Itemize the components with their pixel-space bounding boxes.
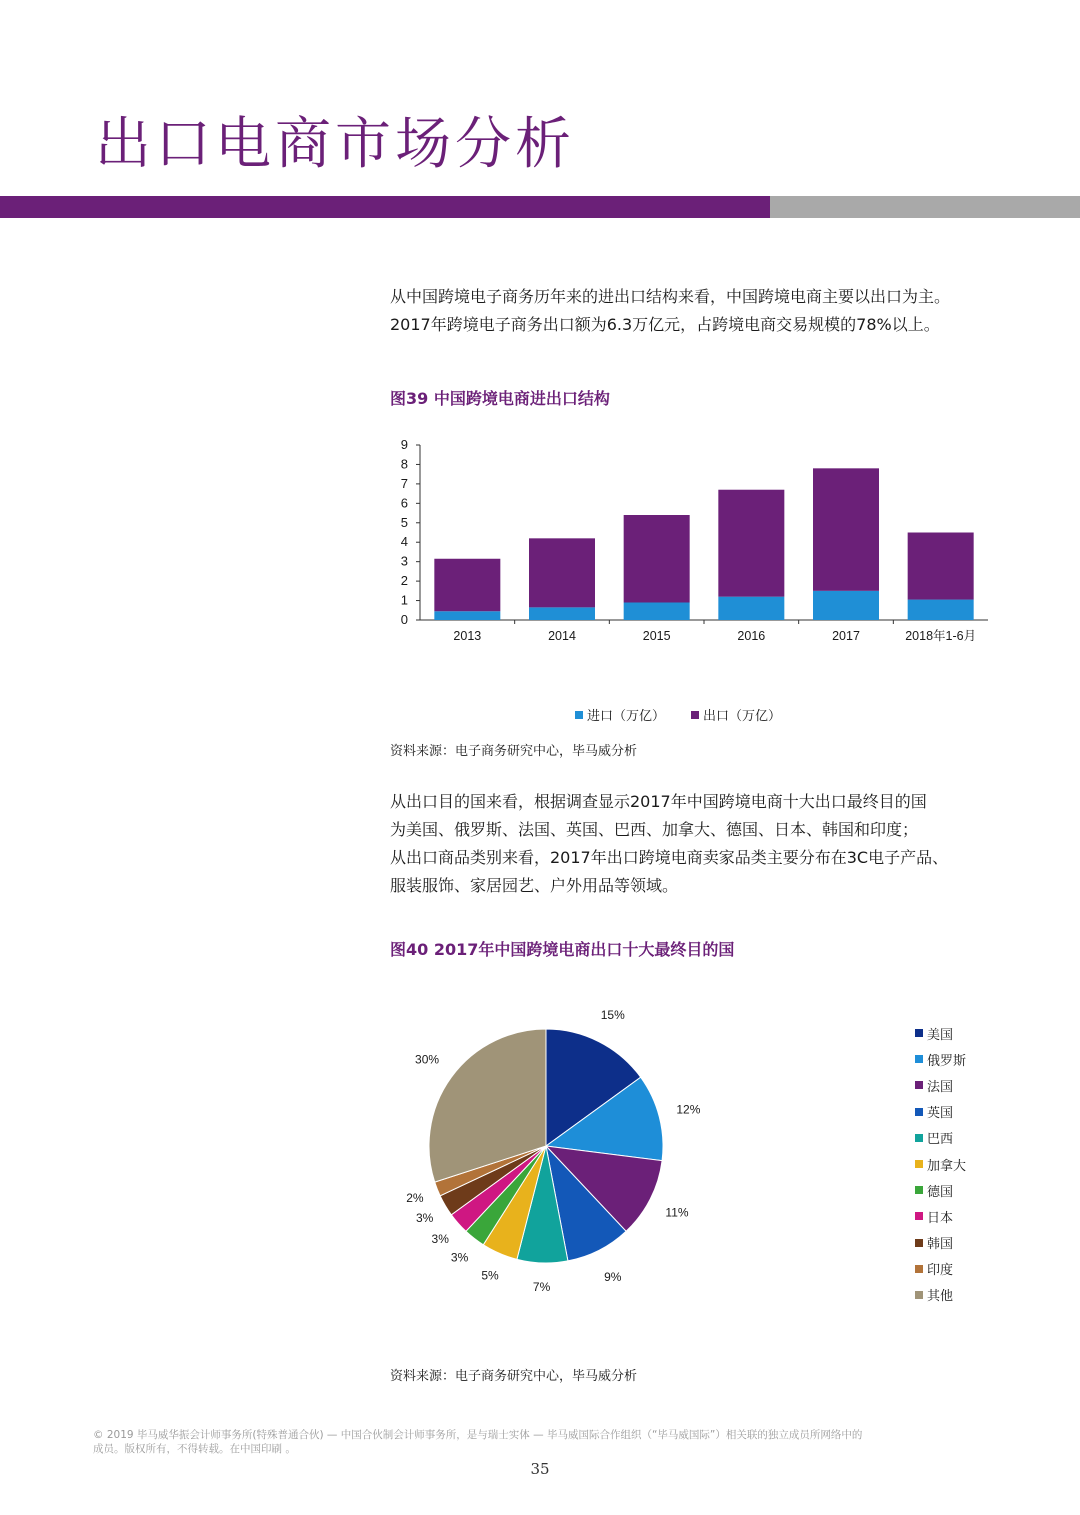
intro-paragraph [390,283,1050,339]
legend-swatch-export [691,711,699,719]
legend-item-export [691,705,781,724]
pie-legend-swatch [915,1108,923,1116]
y-tick-label: 2 [400,573,408,589]
y-tick-label: 6 [400,495,408,511]
pie-legend-label: 德国 [927,1184,954,1200]
pie-legend-item [915,1230,966,1256]
figure-39-source: 资料来源：电子商务研究中心，毕马威分析 [390,744,638,759]
y-tick-label: 7 [400,475,408,491]
figure-39-title: 图39 中国跨境电商进出口结构 [390,389,610,408]
bar-x-axis [420,620,988,643]
bar-import [434,611,500,620]
pie-slices [429,1029,663,1263]
pie-value-label: 11% [665,1205,689,1220]
bar-import [813,591,879,620]
pie-legend-label: 其他 [927,1289,954,1305]
pie-legend-item [915,1177,966,1203]
bar-import [529,607,595,620]
bar-legend [575,705,781,724]
legend-item-import [575,705,665,724]
bar-chart [380,430,1000,660]
pie-legend-swatch [915,1212,923,1220]
y-tick-label: 9 [400,437,408,452]
y-tick-label: 4 [400,534,408,550]
bar-export [813,468,879,590]
bar-export [434,559,500,612]
footer-copyright [93,1428,993,1456]
title-bar-gray [770,196,1080,218]
pie-legend-label: 美国 [927,1027,954,1043]
pie-chart [380,1010,740,1300]
pie-legend-swatch [915,1265,923,1273]
pie-legend-item [915,1072,966,1098]
middle-line-3: 从出口商品类别来看，2017年出口跨境电商卖家品类主要分布在3C电子产品、 [390,848,949,867]
x-tick-label: 2017 [832,629,860,643]
pie-legend-label: 英国 [927,1106,954,1122]
pie-legend-swatch [915,1055,923,1063]
pie-value-label: 9% [604,1269,622,1284]
pie-legend-item [915,1256,966,1282]
pie-legend-item [915,1203,966,1229]
bar-export [529,538,595,607]
pie-value-label: 3% [450,1250,469,1265]
legend-label-import: 进口（万亿） [587,709,666,724]
page-title: 出口电商市场分析 [95,112,575,177]
pie-legend-label: 日本 [927,1210,954,1226]
y-tick-label: 3 [400,553,408,569]
figure-40-source: 资料来源：电子商务研究中心，毕马威分析 [390,1369,638,1384]
pie-legend-swatch [915,1239,923,1247]
bar-import [718,597,784,620]
bar-import [624,603,690,621]
pie-legend-label: 巴西 [927,1132,954,1148]
middle-paragraph [390,788,1050,900]
pie-legend-label: 韩国 [927,1237,954,1253]
x-tick-label: 2016 [737,629,766,643]
pie-legend-swatch [915,1134,923,1142]
pie-value-label: 12% [676,1102,701,1117]
y-tick-label: 0 [400,612,408,627]
pie-legend-label: 俄罗斯 [927,1053,967,1069]
pie-legend-item [915,1282,966,1308]
pie-value-label: 5% [481,1268,499,1283]
x-tick-label: 2013 [453,629,482,643]
x-tick-label: 2015 [642,629,671,643]
pie-value-label: 3% [431,1232,449,1247]
pie-legend-swatch [915,1160,923,1168]
bar-export [908,533,974,600]
pie-value-label: 2% [406,1190,424,1205]
pie-legend-item [915,1046,966,1072]
page-number: 35 [530,1460,550,1478]
y-tick-label: 8 [400,456,408,472]
pie-value-label: 30% [415,1052,440,1067]
pie-legend-item [915,1151,966,1177]
intro-line-1: 从中国跨境电子商务历年来的进出口结构来看，中国跨境电商主要以出口为主。 [390,287,951,306]
x-tick-label: 2018年1-6月 [905,629,977,643]
pie-legend-swatch [915,1291,923,1299]
title-bar-purple [0,196,770,218]
legend-swatch-import [575,711,583,719]
pie-legend-swatch [915,1029,923,1037]
pie-legend-label: 法国 [927,1079,954,1095]
bar-export [624,515,690,603]
pie-value-label: 3% [415,1210,434,1225]
pie-legend-swatch [915,1081,923,1089]
x-tick-label: 2014 [548,629,576,643]
pie-legend-item [915,1099,966,1125]
bar-y-axis [401,437,420,627]
bar-export [718,490,784,597]
legend-label-export: 出口（万亿） [703,709,782,724]
y-tick-label: 1 [400,592,408,608]
pie-value-label: 7% [532,1279,551,1294]
pie-legend-label: 加拿大 [927,1158,967,1174]
pie-legend-item [915,1125,966,1151]
intro-line-2: 2017年跨境电子商务出口额为6.3万亿元，占跨境电商交易规模的78%以上。 [390,315,940,334]
bar-import [908,600,974,620]
figure-40-title: 图40 2017年中国跨境电商出口十大最终目的国 [390,940,735,959]
pie-legend-item [915,1020,966,1046]
footer-line-1: © 2019 毕马威华振会计师事务所(特殊普通合伙) — 中国合伙制会计师事务所，是与瑞士实体 — 毕马威国际合作组织（“毕马威国际”）相关联的独立成员所网络中的 [93,1429,863,1441]
bar-marks [434,468,973,620]
pie-legend-label: 印度 [927,1263,954,1279]
pie-legend [915,1020,966,1308]
pie-legend-swatch [915,1186,923,1194]
footer-line-2: 成员。版权所有，不得转载。在中国印刷 。 [93,1443,296,1455]
middle-line-2: 为美国、俄罗斯、法国、英国、巴西、加拿大、德国、日本、韩国和印度； [390,820,919,839]
middle-line-1: 从出口目的国来看，根据调查显示2017年中国跨境电商十大出口最终目的国 [390,792,927,811]
middle-line-4: 服装服饰、家居园艺、户外用品等领域。 [390,876,679,895]
pie-value-label: 15% [600,1010,625,1023]
y-tick-label: 5 [400,514,408,530]
